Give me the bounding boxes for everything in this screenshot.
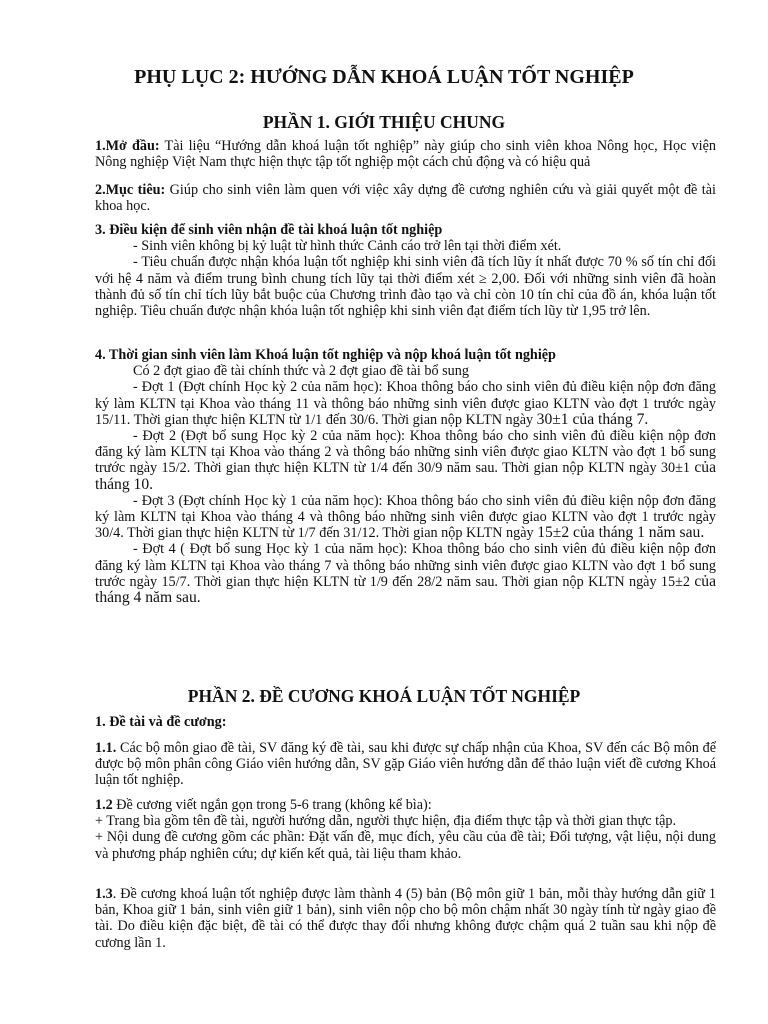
section-schedule [95, 347, 716, 606]
conditions-item-2: - Tiêu chuẩn được nhận khóa luận tốt nghiệp khi sinh viên đã tích lũy ít nhất được 70 % số tín chỉ đối với hệ 4 năm và điểm trung bình chung tích lũy tại thời điểm xét ≥ 2,00. Đối với những sinh viên đã hoàn thành đủ số tín chỉ tích lũy bắt buộc của Chương trình đào tạo và chỉ còn 10 tín chỉ của đồ án, khóa luận tốt nghiệp. Tiêu chuẩn được nhận khóa luận tốt nghiệp khi sinh viên đạt điểm tích lũy từ 1,95 trở lên. [95, 254, 716, 320]
item-1-2-text: Đề cương viết ngắn gọn trong 5-6 trang (không kể bìa): [112, 797, 432, 813]
section-intro [95, 138, 716, 170]
intro-label: 1.Mở đầu: [95, 138, 160, 154]
part1-title: PHẦN 1. GIỚI THIỆU CHUNG [262, 112, 506, 132]
document-title: PHỤ LỤC 2: HƯỚNG DẪN KHOÁ LUẬN TỐT NGHIỆP [134, 66, 634, 88]
schedule-round-3: - Đợt 3 (Đợt chính Học kỳ 1 của năm học): Khoa thông báo cho sinh viên đủ điều kiện nộp đơn đăng ký làm KLTN tại Khoa vào tháng 4 và thông báo những sinh viên được giao KLTN vào đợt 1 trước ngày 30/4. Thời gian thực hiện KLTN từ 1/7 đến 31/12. Thời gian nộp KLTN ngày 15±2 của tháng 1 năm sau. [95, 492, 716, 542]
topic-heading: 1. Đề tài và đề cương: [95, 714, 227, 730]
schedule-intro: Có 2 đợt giao đề tài chính thức và 2 đợt giao đề tài bổ sung [133, 363, 469, 380]
item-1-3-text: . Đề cương khoá luận tốt nghiệp được làm thành 4 (5) bản (Bộ môn giữ 1 bản, mỗi thày hướng dẫn giữ 1 bản, Khoa giữ 1 bản, sinh viên giữ 1 bản), sinh viên nộp cho bộ môn chậm nhất 30 ngày tính từ ngày giao đề tài. Do điều kiện đặc biệt, đề tài có thể được thay đổi nhưng không được chậm quá 2 tuần sau khi nộp đề cương lần 1. [95, 886, 716, 951]
item-1-2-label: 1.2 [95, 797, 113, 813]
item-1-2-bullet-1: + Trang bìa gồm tên đề tài, người hướng dẫn, người thực hiện, địa điểm thực tập và thời gian thực tập. [95, 813, 677, 830]
schedule-round-2: - Đợt 2 (Đợt bổ sung Học kỳ 2 của năm học): Khoa thông báo cho sinh viên đủ điều kiện nộp đơn đăng ký làm KLTN tại Khoa vào tháng 2 và thông báo những sinh viên được giao KLTN vào đợt 1 bổ sung trước ngày 15/2. Thời gian thực hiện KLTN từ 1/4 đến 30/9 năm sau. Thời gian nộp KLTN ngày 30±1 của tháng 10. [95, 428, 716, 493]
schedule-round-1: - Đợt 1 (Đợt chính Học kỳ 2 của năm học): Khoa thông báo cho sinh viên đủ điều kiện nộp đơn đăng ký làm KLTN tại Khoa vào tháng 11 và thông báo những sinh viên được giao KLTN vào đợt 1 trước ngày 15/11. Thời gian thực hiện KLTN từ 1/1 đến 30/6. Thời gian nộp KLTN ngày 30±1 của tháng 7. [95, 379, 716, 428]
intro-text: Tài liệu “Hướng dẫn khoá luận tốt nghiệp” này giúp cho sinh viên khoa Nông học, Học viện Nông nghiệp Việt Nam thực hiện thực tập tốt nghiệp một cách chủ động và có hiệu quả [95, 138, 716, 171]
conditions-heading: 3. Điều kiện để sinh viên nhận đề tài khoá luận tốt nghiệp [95, 222, 443, 238]
conditions-item-1: - Sinh viên không bị kỷ luật từ hình thức Cảnh cáo trở lên tại thời điểm xét. [133, 238, 562, 255]
objective-text: Giúp cho sinh viên làm quen với việc xây dựng đề cương nghiên cứu và giải quyết một đề tài khoa học. [95, 182, 716, 215]
section-conditions [95, 222, 716, 319]
item-1-2 [95, 797, 716, 862]
schedule-round-4: - Đợt 4 ( Đợt bổ sung Học kỳ 1 của năm học): Khoa thông báo cho sinh viên đủ điều kiện nộp đơn đăng ký làm KLTN tại Khoa vào tháng 7 và thông báo những sinh viên được giao KLTN vào đợt 1 bổ sung trước ngày 15/7. Thời gian thực hiện KLTN từ 1/9 đến 28/2 năm sau. Thời gian nộp KLTN ngày 15±2 của tháng 4 năm sau. [95, 541, 716, 607]
objective-label: 2.Mục tiêu: [95, 182, 166, 198]
item-1-2-bullet-2: + Nội dung đề cương gồm các phần: Đặt vấn đề, mục đích, yêu cầu của đề tài; Đối tượng, vật liệu, nội dung và phương pháp nghiên cứu; dự kiến kết quả, tài liệu tham khảo. [95, 829, 716, 862]
section-topic-outline [95, 714, 716, 730]
section-objective [95, 182, 716, 214]
item-1-1-text: Các bộ môn giao đề tài, SV đăng ký đề tài, sau khi được sự chấp nhận của Khoa, SV đến các Bộ môn để được bộ môn phân công Giáo viên hướng dẫn, SV gặp Giáo viên hướng dẫn để thảo luận viết đề cương Khoá luận tốt nghiệp. [95, 740, 716, 789]
item-1-3 [95, 886, 716, 951]
item-1-1-label: 1.1. [95, 740, 117, 756]
item-1-1 [95, 740, 716, 789]
schedule-heading: 4. Thời gian sinh viên làm Khoá luận tốt nghiệp và nộp khoá luận tốt nghiệp [95, 347, 556, 363]
part2-title: PHẦN 2. ĐỀ CƯƠNG KHOÁ LUẬN TỐT NGHIỆP [187, 686, 581, 706]
item-1-3-label: 1.3 [95, 886, 113, 902]
